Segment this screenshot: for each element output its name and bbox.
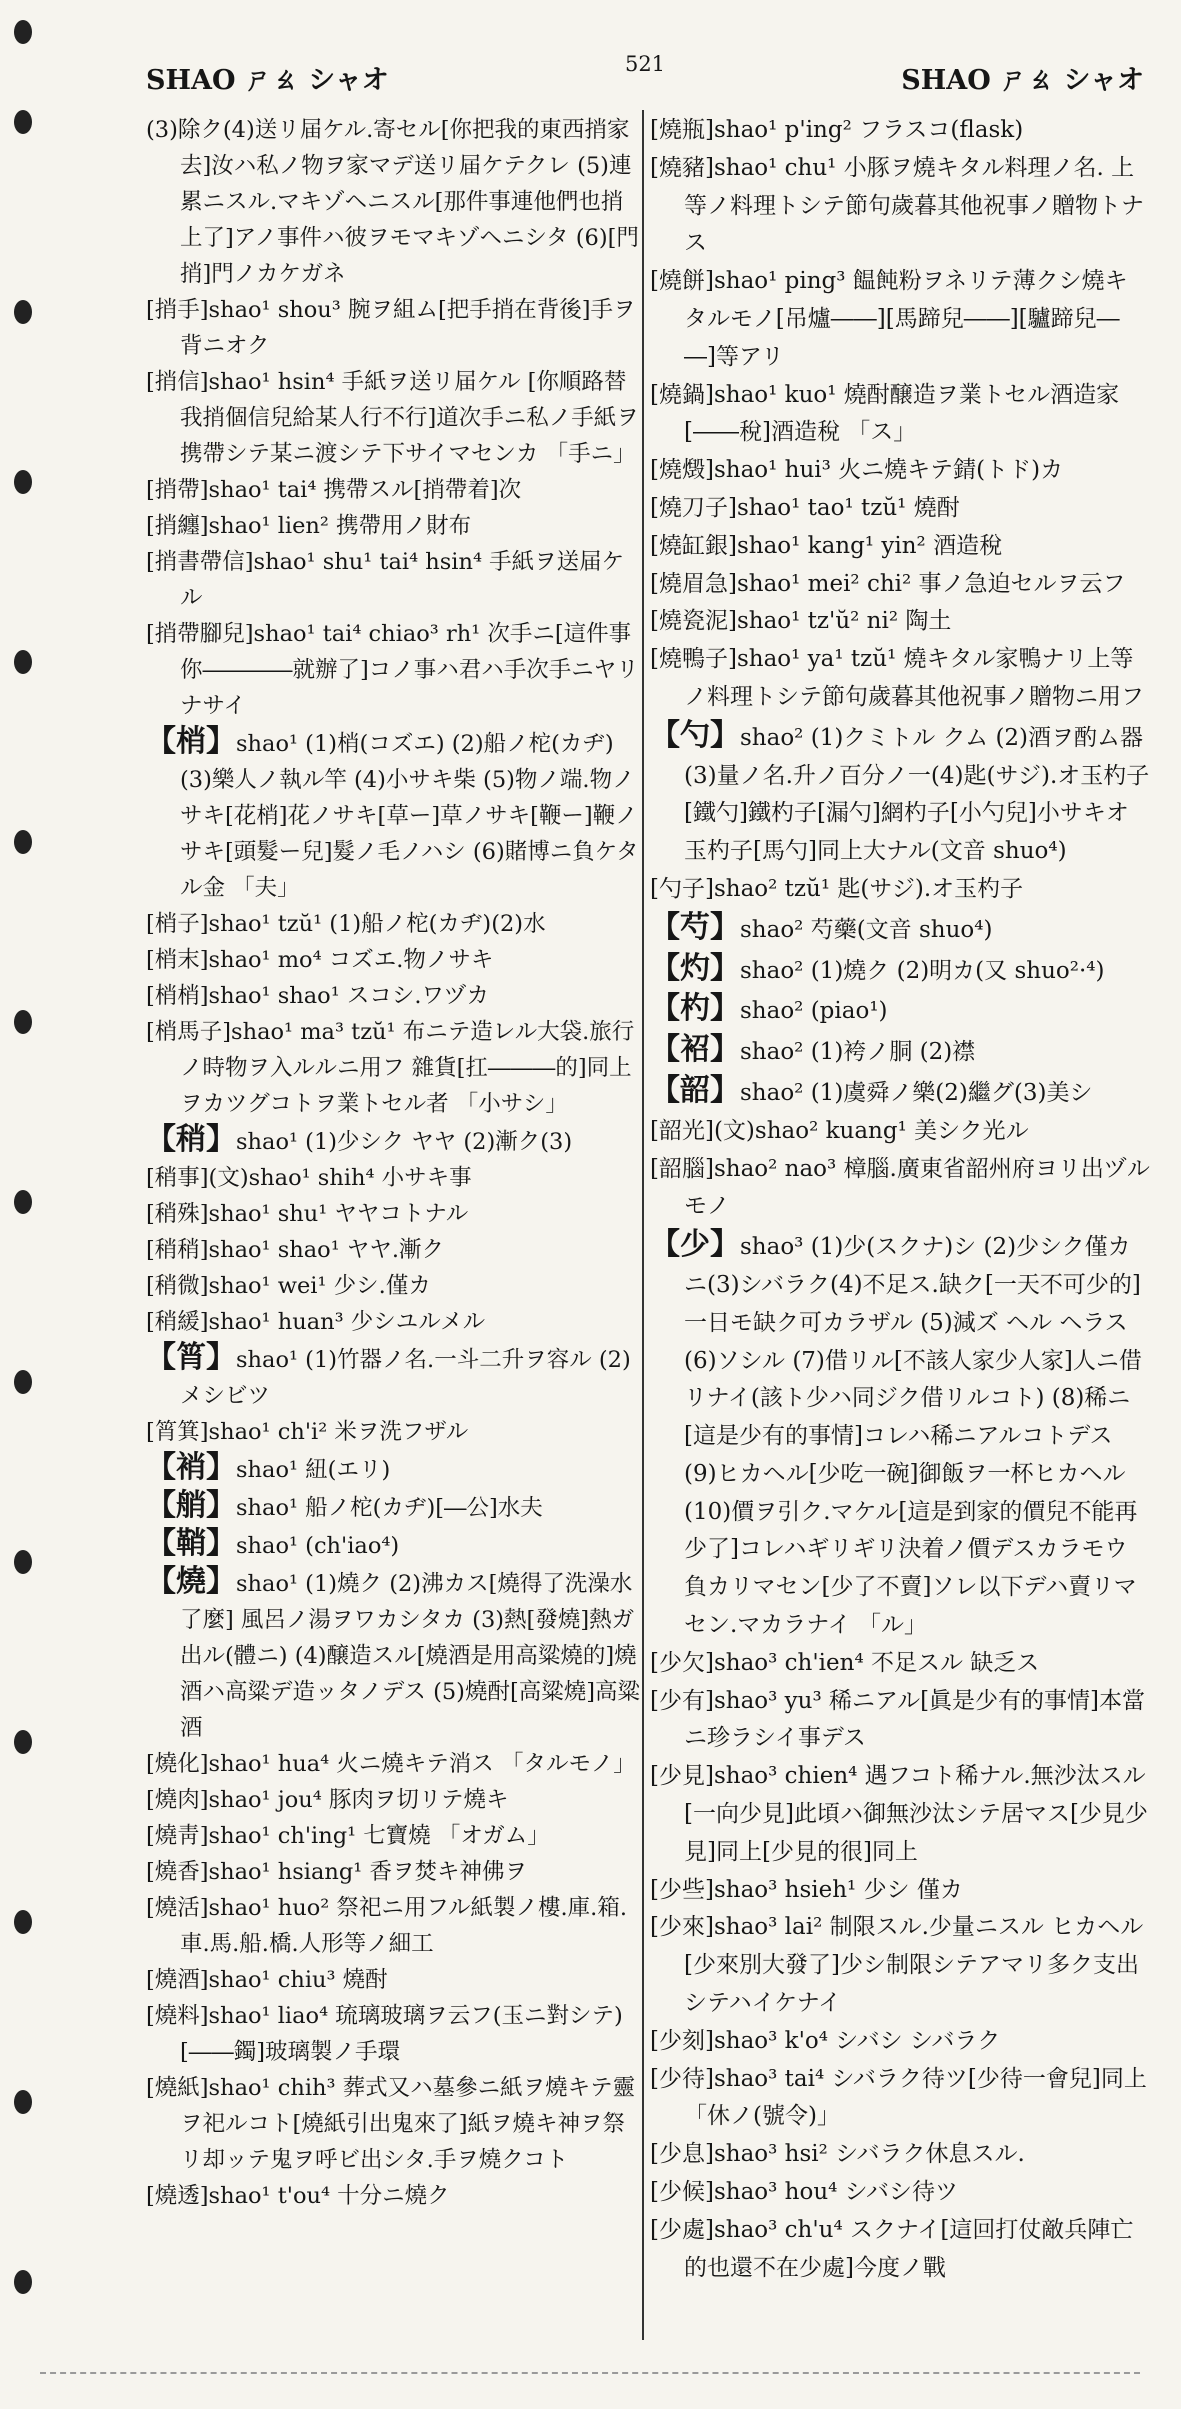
dictionary-entry: [少有]shao³ yu³ 稀ニアル[眞是少有的事情]本當ニ珍ラシイ事デス [650,1687,1146,1752]
dictionary-entry: [少息]shao³ hsi² シバラク休息スル. [650,2141,1025,2168]
dictionary-entry: [捎手]shao¹ shou³ 腕ヲ組ム[把手捎在背後]手ヲ背ニオク [146,297,636,359]
dictionary-entry: [燒料]shao¹ liao⁴ 琉璃玻璃ヲ云フ(玉ニ對シテ)[――鐲]玻璃製ノ手環 [146,2003,623,2065]
dictionary-entry: [燒活]shao¹ huo² 祭祀ニ用フル紙製ノ樓.庫.箱.車.馬.船.橋.人形等ノ細工 [146,1895,627,1957]
dictionary-entry: 【杓】shao² (piao¹) [650,991,888,1027]
dictionary-entry: [少來]shao³ lai² 制限スル.少量ニスル ヒカヘル[少來別大發了]少シ制限シテアマリ多ク支出シテハイケナイ [650,1914,1144,2017]
dictionary-entry: [燒燬]shao¹ hui³ 火ニ燒キテ錆(トド)カ [650,457,1064,484]
dictionary-entry: [捎信]shao¹ hsin⁴ 手紙ヲ送リ届ケル [你順路替我捎個信兒給某人行不行]道次手ニ私ノ手紙ヲ携帶シテ某ニ渡シテ下サイマセンカ 「手ニ」 [146,369,639,467]
dictionary-entry: 【䘯】shao¹ 紐(エリ) [146,1450,391,1485]
dictionary-entry: [韶腦]shao² nao³ 樟腦.廣東省韶州府ヨリ出ヅルモノ [650,1155,1150,1220]
dictionary-entry: [韶光](文)shao² kuang¹ 美シク光ル [650,1117,1029,1144]
right-column [650,112,1155,2287]
page-number: 521 [624,52,666,76]
dictionary-entry: [梢梢]shao¹ shao¹ スコシ.ワヅカ [146,983,490,1009]
dictionary-entry: [燒靑]shao¹ ch'ing¹ 七寶燒 「オガム」 [146,1823,550,1849]
dictionary-entry: 【芍】shao² 芍藥(文音 shuo⁴) [650,909,993,945]
dictionary-entry: (3)除ク(4)送リ届ケル.寄セル[你把我的東西捎家去]汝ハ私ノ物ヲ家マデ送リ届ケテクレ (5)連累ニスル.マキゾヘニスル[那件事連他們也捎上了]アノ事件ハ彼ヲモマキゾヘニシタ (6)[門捎]門ノカケガネ [146,117,639,287]
dictionary-entry: [少刻]shao³ k'o⁴ シバシ シバラク [650,2027,1001,2054]
dictionary-entry: 【韶】shao² (1)虞舜ノ樂(2)繼グ(3)美シ [650,1072,1093,1108]
dictionary-entry: [燒透]shao¹ t'ou⁴ 十分ニ燒ク [146,2183,450,2209]
dictionary-entry: 【灼】shao² (1)燒ク (2)明カ(又 shuo²·⁴) [650,950,1105,986]
dictionary-entry: [燒化]shao¹ hua⁴ 火ニ燒キテ消ス 「タルモノ」 [146,1751,636,1777]
dictionary-entry: [燒香]shao¹ hsiang¹ 香ヲ焚キ神佛ヲ [146,1859,527,1885]
dictionary-entry: [稍事](文)shao¹ shih⁴ 小サキ事 [146,1165,472,1191]
dictionary-entry: 【勺】shao² (1)クミトル クム (2)酒ヲ酌ム器 (3)量ノ名.升ノ百分ノ一(4)匙(サジ).オ玉杓子[鐵勺]鐵杓子[漏勺]網杓子[小勺兒]小サキオ玉杓子[馬勺]同上大ナル(文音 shuo⁴) [650,717,1151,865]
dictionary-entry: 【稍】shao¹ (1)少シク ヤヤ (2)漸ク(3) [146,1122,573,1157]
dictionary-entry: [燒瓶]shao¹ p'ing² フラスコ(flask) [650,117,1024,143]
running-head-left: SHAO ㄕㄠ シャオ [146,65,389,96]
dictionary-entry: 【鞘】shao¹ (ch'iao⁴) [146,1526,400,1561]
dictionary-entry: [稍稍]shao¹ shao¹ ヤヤ.漸ク [146,1237,445,1263]
dictionary-entry: [少候]shao³ hou⁴ シバシ待ツ [650,2179,959,2206]
dictionary-entry: [少些]shao³ hsieh¹ 少シ 僅カ [650,1876,963,1903]
dictionary-entry: [燒眉急]shao¹ mei² chi² 事ノ急迫セルヲ云フ [650,570,1126,597]
dictionary-entry: [梢馬子]shao¹ ma³ tzŭ¹ 布ニテ造レル大袋.旅行ノ時物ヲ入ルルニ用フ 雜貨[扛―――的]同上ヲカツグコトヲ業トセル者 「小サシ」 [146,1019,635,1117]
dictionary-entry: [梢末]shao¹ mo⁴ コズエ.物ノサキ [146,947,494,973]
dictionary-entry: [少待]shao³ tai⁴ シバラク待ツ[少待一會兒]同上 「休ノ(號令)」 [650,2065,1155,2130]
dictionary-entry: [捎纏]shao¹ lien² 携帶用ノ財布 [146,513,472,539]
dictionary-entry: [燒鴨子]shao¹ ya¹ tzŭ¹ 燒キタル家鴨ナリ上等ノ料理トシテ節句歲暮其他祝事ノ贈物ニ用フ [650,646,1144,710]
left-column [146,112,641,2214]
dictionary-entry: [燒紙]shao¹ chih³ 葬式又ハ墓參ニ紙ヲ燒キテ靈ヲ祀ルコト[燒紙引出鬼來了]紙ヲ燒キ神ヲ祭リ却ッテ鬼ヲ呼ビ出シタ.手ヲ燒クコト [146,2075,636,2173]
dictionary-entry: 【梢】shao¹ (1)梢(コズエ) (2)船ノ柁(カヂ) (3)樂人ノ執ル竿 (4)小サキ柴 (5)物ノ端.物ノサキ[花梢]花ノサキ[草ー]草ノサキ[鞭ー]鞭ノサキ[頭髮ー兒]髮ノ毛ノハシ (6)賭博ニ負ケタル金 「夫」 [146,724,639,901]
dictionary-entry: [稍緩]shao¹ huan³ 少シユルメル [146,1309,486,1335]
dictionary-entry: [燒酒]shao¹ chiu³ 燒酎 [146,1967,388,1993]
dictionary-entry: [捎書帶信]shao¹ shu¹ tai⁴ hsin⁴ 手紙ヲ送届ケル [146,549,625,611]
dictionary-entry: [燒缸銀]shao¹ kang¹ yin² 酒造稅 [650,532,1003,559]
bottom-edge-rule [40,2372,1140,2374]
dictionary-entry: [少處]shao³ ch'u⁴ スクナイ[這回打仗敵兵陣亡的也還不在少處]今度ノ戰 [650,2216,1134,2281]
dictionary-entry: [稍殊]shao¹ shu¹ ヤヤコトナル [146,1201,469,1227]
page-header [140,38,1150,94]
dictionary-entry: [捎帶腳兒]shao¹ tai⁴ chiao³ rh¹ 次手ニ[這件事你――――就辦了]コノ事ハ君ハ手次手ニヤリナサイ [146,621,639,719]
dictionary-entry: [燒豬]shao¹ chu¹ 小豚ヲ燒キタル料理ノ名. 上等ノ料理トシテ節句歲暮其他祝事ノ贈物トナス [650,154,1144,257]
dictionary-entry: [少見]shao³ chien⁴ 遇フコト稀ナル.無沙汰スル[一向少見]此頃ハ御無沙汰シテ居マス[少見少見]同上[少見的很]同上 [650,1763,1148,1865]
dictionary-entry: [燒瓷泥]shao¹ tz'ŭ² ni² 陶土 [650,608,952,635]
dictionary-entry: 【筲】shao¹ (1)竹器ノ名.一斗二升ヲ容ル (2)メシビツ [146,1340,631,1409]
dictionary-entry: [燒餅]shao¹ ping³ 饂飩粉ヲネリテ薄クシ燒キタルモノ[吊爐――][馬蹄兒――][驢蹄兒――]等アリ [650,268,1128,370]
running-head-right: SHAO ㄕㄠ シャオ [901,65,1144,96]
column-divider [642,110,644,2340]
dictionary-entry: [燒鍋]shao¹ kuo¹ 燒酎醸造ヲ業トセル酒造家[――稅]酒造稅 「ス」 [650,381,1120,446]
dictionary-entry: [筲箕]shao¹ ch'i² 米ヲ洗フザル [146,1419,469,1445]
dictionary-entry: [燒刀子]shao¹ tao¹ tzŭ¹ 燒酎 [650,494,960,521]
dictionary-entry: [燒肉]shao¹ jou⁴ 豚肉ヲ切リテ燒キ [146,1787,509,1813]
dictionary-entry: 【少】shao³ (1)少(スクナ)シ (2)少シク僅カニ(3)シバラク(4)不足ス.缺ク[一天不可少的]一日モ缺ク可カラザル (5)減ズ ヘル ヘラス (6)ソシル (7)借リル[不該人家少人家]人ニ借リナイ(該ト少ハ同ジク借リルコト) (8)稀ニ[這是少有的事情]コレハ稀ニアルコトデス (9)ヒカヘル[少吃一碗]御飯ヲ一杯ヒカヘル (10)價ヲ引ク.マケル[這是到家的價兒不能再少了]コレハギリギリ決着ノ價デスカラモウ負カリマセン[少了不賣]ソレ以下デハ賣リマセン.マカラナイ 「ル」 [650,1227,1142,1639]
dictionary-entry: [梢子]shao¹ tzŭ¹ (1)船ノ柁(カヂ)(2)水 [146,911,546,937]
dictionary-entry: [少欠]shao³ ch'ien⁴ 不足スル 缺乏ス [650,1649,1040,1676]
dictionary-entry: 【艄】shao¹ 船ノ柁(カヂ)[―公]水夫 [146,1488,543,1523]
dictionary-entry: [稍微]shao¹ wei¹ 少シ.僅カ [146,1273,431,1299]
dictionary-entry: [勺子]shao² tzŭ¹ 匙(サジ).オ玉杓子 [650,875,1024,902]
dictionary-entry: 【燒】shao¹ (1)燒ク (2)沸カス[燒得了洗澡水了麼] 風呂ノ湯ヲワカシタカ (3)熱[發燒]熱ガ出ル(體ニ) (4)醸造スル[燒酒是用高粱燒的]燒酒ハ高粱デ造ッタノデス (5)燒酎[高粱燒]高粱酒 [146,1564,641,1741]
dictionary-entry: [捎帶]shao¹ tai⁴ 携帶スル[捎帶着]次 [146,477,522,503]
dictionary-entry: 【袑】shao² (1)袴ノ胴 (2)襟 [650,1032,976,1068]
binding-holes [0,0,60,2409]
